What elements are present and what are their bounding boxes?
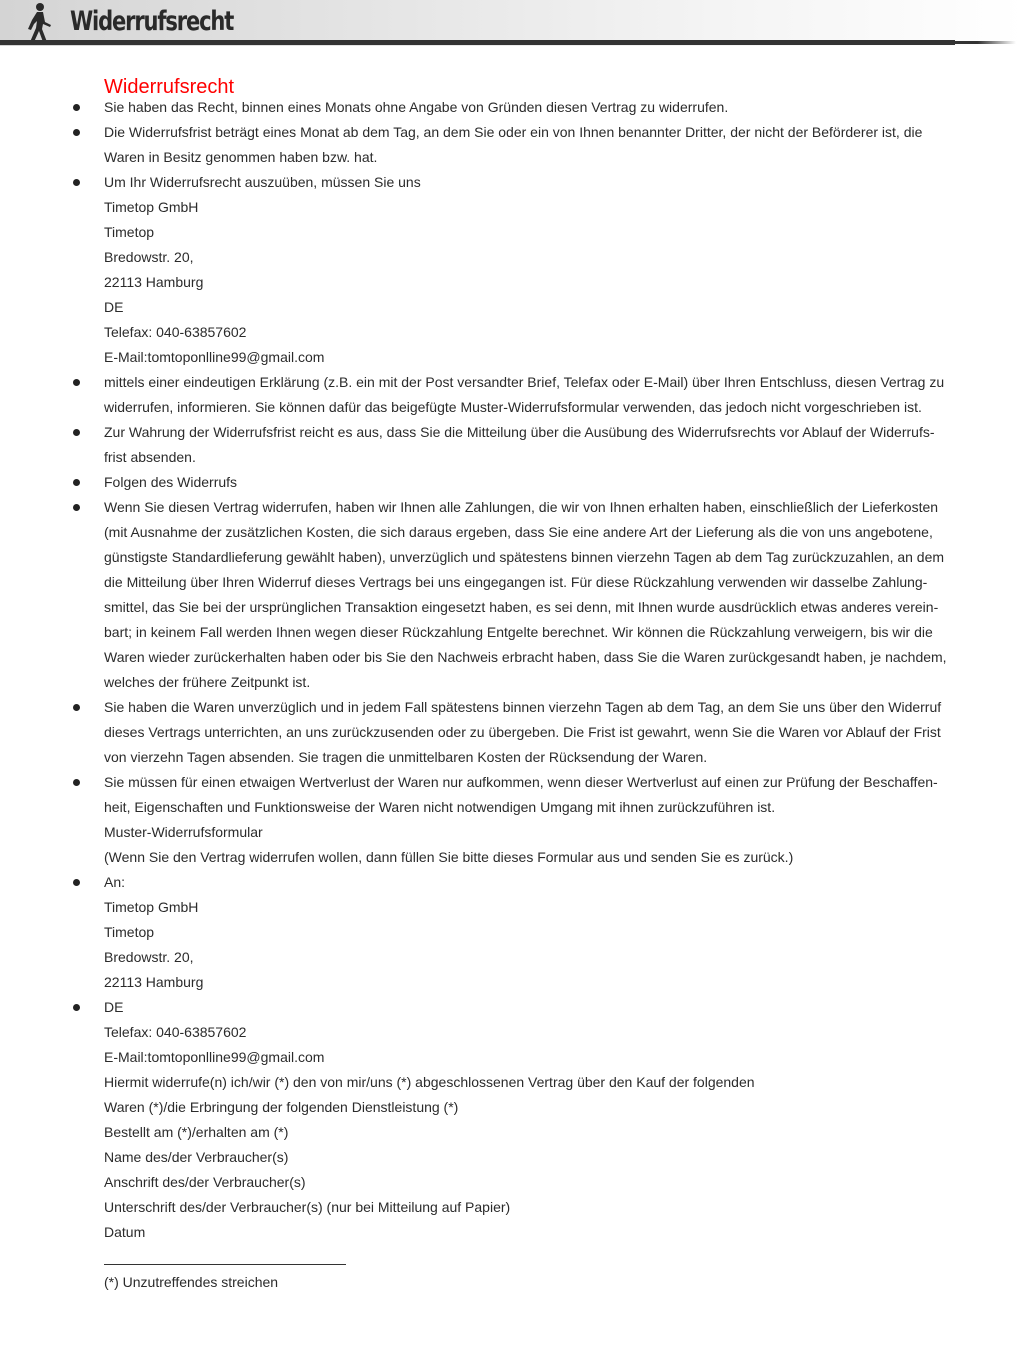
- line-text: Waren (*)/die Erbringung der folgenden Dienstleistung (*): [104, 1099, 459, 1115]
- bullet-icon: [73, 879, 80, 886]
- line-text: Sie haben das Recht, binnen eines Monats ohne Angabe von Gründen diesen Vertrag zu widerrufen.: [104, 99, 729, 115]
- line-text: E-Mail:tomtoponlline99@gmail.com: [104, 1049, 325, 1065]
- line-text: (mit Ausnahme der zusätzlichen Kosten, die sich daraus ergeben, dass Sie eine andere Art der Lieferung als die von uns angebotene,: [104, 524, 933, 540]
- line-text: Sie haben die Waren unverzüglich und in jedem Fall spätestens binnen vierzehn Tagen ab dem Tag, an dem Sie uns über den Widerruf: [104, 699, 942, 715]
- line-text: Timetop: [104, 224, 155, 240]
- bullet-icon: [73, 179, 80, 186]
- line-text: Waren in Besitz genommen haben bzw. hat.: [104, 149, 378, 165]
- header-divider: [0, 40, 955, 45]
- text-line: [0, 570, 1024, 595]
- line-text: Bestellt am (*)/erhalten am (*): [104, 1124, 289, 1140]
- text-line: [0, 545, 1024, 570]
- text-line: [0, 970, 1024, 995]
- bullet-item: [0, 770, 1024, 795]
- text-line: [0, 845, 1024, 870]
- line-text: 22113 Hamburg: [104, 974, 204, 990]
- line-text: Muster-Widerrufsformular: [104, 824, 263, 840]
- text-line: [0, 445, 1024, 470]
- text-line: [0, 645, 1024, 670]
- line-text: widerrufen, informieren. Sie können dafür das beigefügte Muster-Widerrufsformular verwenden, das jedoch nicht vorgeschrieben ist.: [104, 399, 922, 415]
- text-lines: [0, 95, 1024, 1245]
- bullet-icon: [73, 429, 80, 436]
- bullet-icon: [73, 1004, 80, 1011]
- text-line: [0, 345, 1024, 370]
- header-title: Widerrufsrecht: [70, 6, 234, 37]
- line-text: Timetop: [104, 924, 155, 940]
- text-line: [0, 720, 1024, 745]
- text-line: [0, 820, 1024, 845]
- page-header: [0, 0, 1024, 46]
- line-text: Um Ihr Widerrufsrecht auszuüben, müssen Sie uns: [104, 174, 421, 190]
- text-line: [0, 1095, 1024, 1120]
- walking-person-icon: [20, 2, 56, 42]
- section-title: Widerrufsrecht: [104, 76, 235, 98]
- bullet-item: [0, 420, 1024, 445]
- line-text: Datum: [104, 1224, 146, 1240]
- text-line: [0, 595, 1024, 620]
- line-text: Telefax: 040-63857602: [104, 324, 247, 340]
- line-text: Die Widerrufsfrist beträgt eines Monat ab dem Tag, an dem Sie oder ein von Ihnen benannter Dritter, der nicht der Beförderer ist, die: [104, 124, 923, 140]
- line-text: dieses Vertrags unterrichten, an uns zurückzusenden oder zu übergeben. Die Frist ist gewahrt, wenn Sie die Waren vor Ablauf der Frist: [104, 724, 941, 740]
- bullet-item: [0, 695, 1024, 720]
- bullet-item: [0, 120, 1024, 145]
- bullet-icon: [73, 779, 80, 786]
- line-text: bart; in keinem Fall werden Ihnen wegen dieser Rückzahlung Entgelte berechnet. Wir können die Rückzahlung verweigern, bis wir die: [104, 624, 933, 640]
- text-line: [0, 145, 1024, 170]
- line-text: Timetop GmbH: [104, 899, 199, 915]
- line-text: Zur Wahrung der Widerrufsfrist reicht es aus, dass Sie die Mitteilung über die Ausübung des Widerrufsrechts vor Ablauf der Widerrufs-: [104, 424, 935, 440]
- line-text: An:: [104, 874, 126, 890]
- line-text: E-Mail:tomtoponlline99@gmail.com: [104, 349, 325, 365]
- bullet-item: [0, 495, 1024, 520]
- bullet-item: [0, 870, 1024, 895]
- text-line: [0, 1020, 1024, 1045]
- bullet-icon: [73, 504, 80, 511]
- line-text: Bredowstr. 20,: [104, 249, 194, 265]
- text-line: [0, 395, 1024, 420]
- line-text: Bredowstr. 20,: [104, 949, 194, 965]
- line-text: Name des/der Verbraucher(s): [104, 1149, 289, 1165]
- line-text: Anschrift des/der Verbraucher(s): [104, 1174, 306, 1190]
- bullet-item: [0, 170, 1024, 195]
- line-text: smittel, das Sie bei der ursprünglichen Transaktion eingesetzt haben, es sei denn, mit Ihnen wurde ausdrücklich etwas anderes verein-: [104, 599, 939, 615]
- text-line: [0, 895, 1024, 920]
- text-line: [0, 1195, 1024, 1220]
- bullet-item: [0, 470, 1024, 495]
- line-text: Sie müssen für einen etwaigen Wertverlust der Waren nur aufkommen, wenn dieser Wertverlust auf einen zur Prüfung der Beschaffen-: [104, 774, 938, 790]
- text-line: [0, 245, 1024, 270]
- bullet-item: [0, 995, 1024, 1020]
- footnote: (*) Unzutreffendes streichen: [104, 1274, 279, 1290]
- text-line: [0, 1120, 1024, 1145]
- text-line: [0, 320, 1024, 345]
- text-line: [0, 795, 1024, 820]
- text-line: [0, 945, 1024, 970]
- text-line: [0, 520, 1024, 545]
- line-text: Waren wieder zurückerhalten haben oder bis Sie den Nachweis erbracht haben, dass Sie die Waren zurückgesandt haben, je nachdem,: [104, 649, 947, 665]
- line-text: mittels einer eindeutigen Erklärung (z.B. ein mit der Post versandter Brief, Telefax oder E-Mail) über Ihren Entschluss, diesen Vertrag zu: [104, 374, 945, 390]
- line-text: Wenn Sie diesen Vertrag widerrufen, haben wir Ihnen alle Zahlungen, die wir von Ihnen erhalten haben, einschließlich der Lieferkosten: [104, 499, 939, 515]
- bullet-item: [0, 95, 1024, 120]
- line-text: DE: [104, 999, 124, 1015]
- line-text: von vierzehn Tagen absenden. Sie tragen die unmittelbaren Kosten der Rücksendung der Waren.: [104, 749, 708, 765]
- line-text: die Mitteilung über Ihren Widerruf dieses Vertrags bei uns eingegangen ist. Für diese Rückzahlung verwenden wir dasselbe Zahlung-: [104, 574, 928, 590]
- line-text: heit, Eigenschaften und Funktionsweise der Waren nicht notwendigen Umgang mit ihnen zurückzuführen ist.: [104, 799, 776, 815]
- text-line: [0, 620, 1024, 645]
- bullet-icon: [73, 704, 80, 711]
- text-line: [0, 670, 1024, 695]
- line-text: welches der frühere Zeitpunkt ist.: [104, 674, 311, 690]
- bullet-icon: [73, 379, 80, 386]
- bullet-icon: [73, 479, 80, 486]
- line-text: 22113 Hamburg: [104, 274, 204, 290]
- line-text: Unterschrift des/der Verbraucher(s) (nur bei Mitteilung auf Papier): [104, 1199, 511, 1215]
- text-line: [0, 270, 1024, 295]
- text-line: [0, 1045, 1024, 1070]
- text-line: [0, 295, 1024, 320]
- text-line: [0, 1070, 1024, 1095]
- line-text: DE: [104, 299, 124, 315]
- text-line: [0, 1220, 1024, 1245]
- bullet-icon: [73, 129, 80, 136]
- line-text: Telefax: 040-63857602: [104, 1024, 247, 1040]
- line-text: Hiermit widerrufe(n) ich/wir (*) den von mir/uns (*) abgeschlossenen Vertrag über den Kauf der folgenden: [104, 1074, 755, 1090]
- text-line: [0, 220, 1024, 245]
- bullet-item: [0, 370, 1024, 395]
- line-text: Timetop GmbH: [104, 199, 199, 215]
- line-text: günstigste Standardlieferung gewählt haben), unverzüglich und spätestens binnen vierzehn Tagen ab dem Tag zurückzuzahlen, an dem: [104, 549, 945, 565]
- line-text: frist absenden.: [104, 449, 196, 465]
- line-text: (Wenn Sie den Vertrag widerrufen wollen, dann füllen Sie bitte dieses Formular aus und senden Sie es zurück.): [104, 849, 794, 865]
- text-line: [0, 195, 1024, 220]
- text-line: [0, 1170, 1024, 1195]
- header-divider-tail: [952, 41, 1016, 44]
- line-text: Folgen des Widerrufs: [104, 474, 238, 490]
- text-line: [0, 920, 1024, 945]
- bullet-icon: [73, 104, 80, 111]
- text-line: [0, 1145, 1024, 1170]
- signature-line: [104, 1264, 346, 1265]
- text-line: [0, 745, 1024, 770]
